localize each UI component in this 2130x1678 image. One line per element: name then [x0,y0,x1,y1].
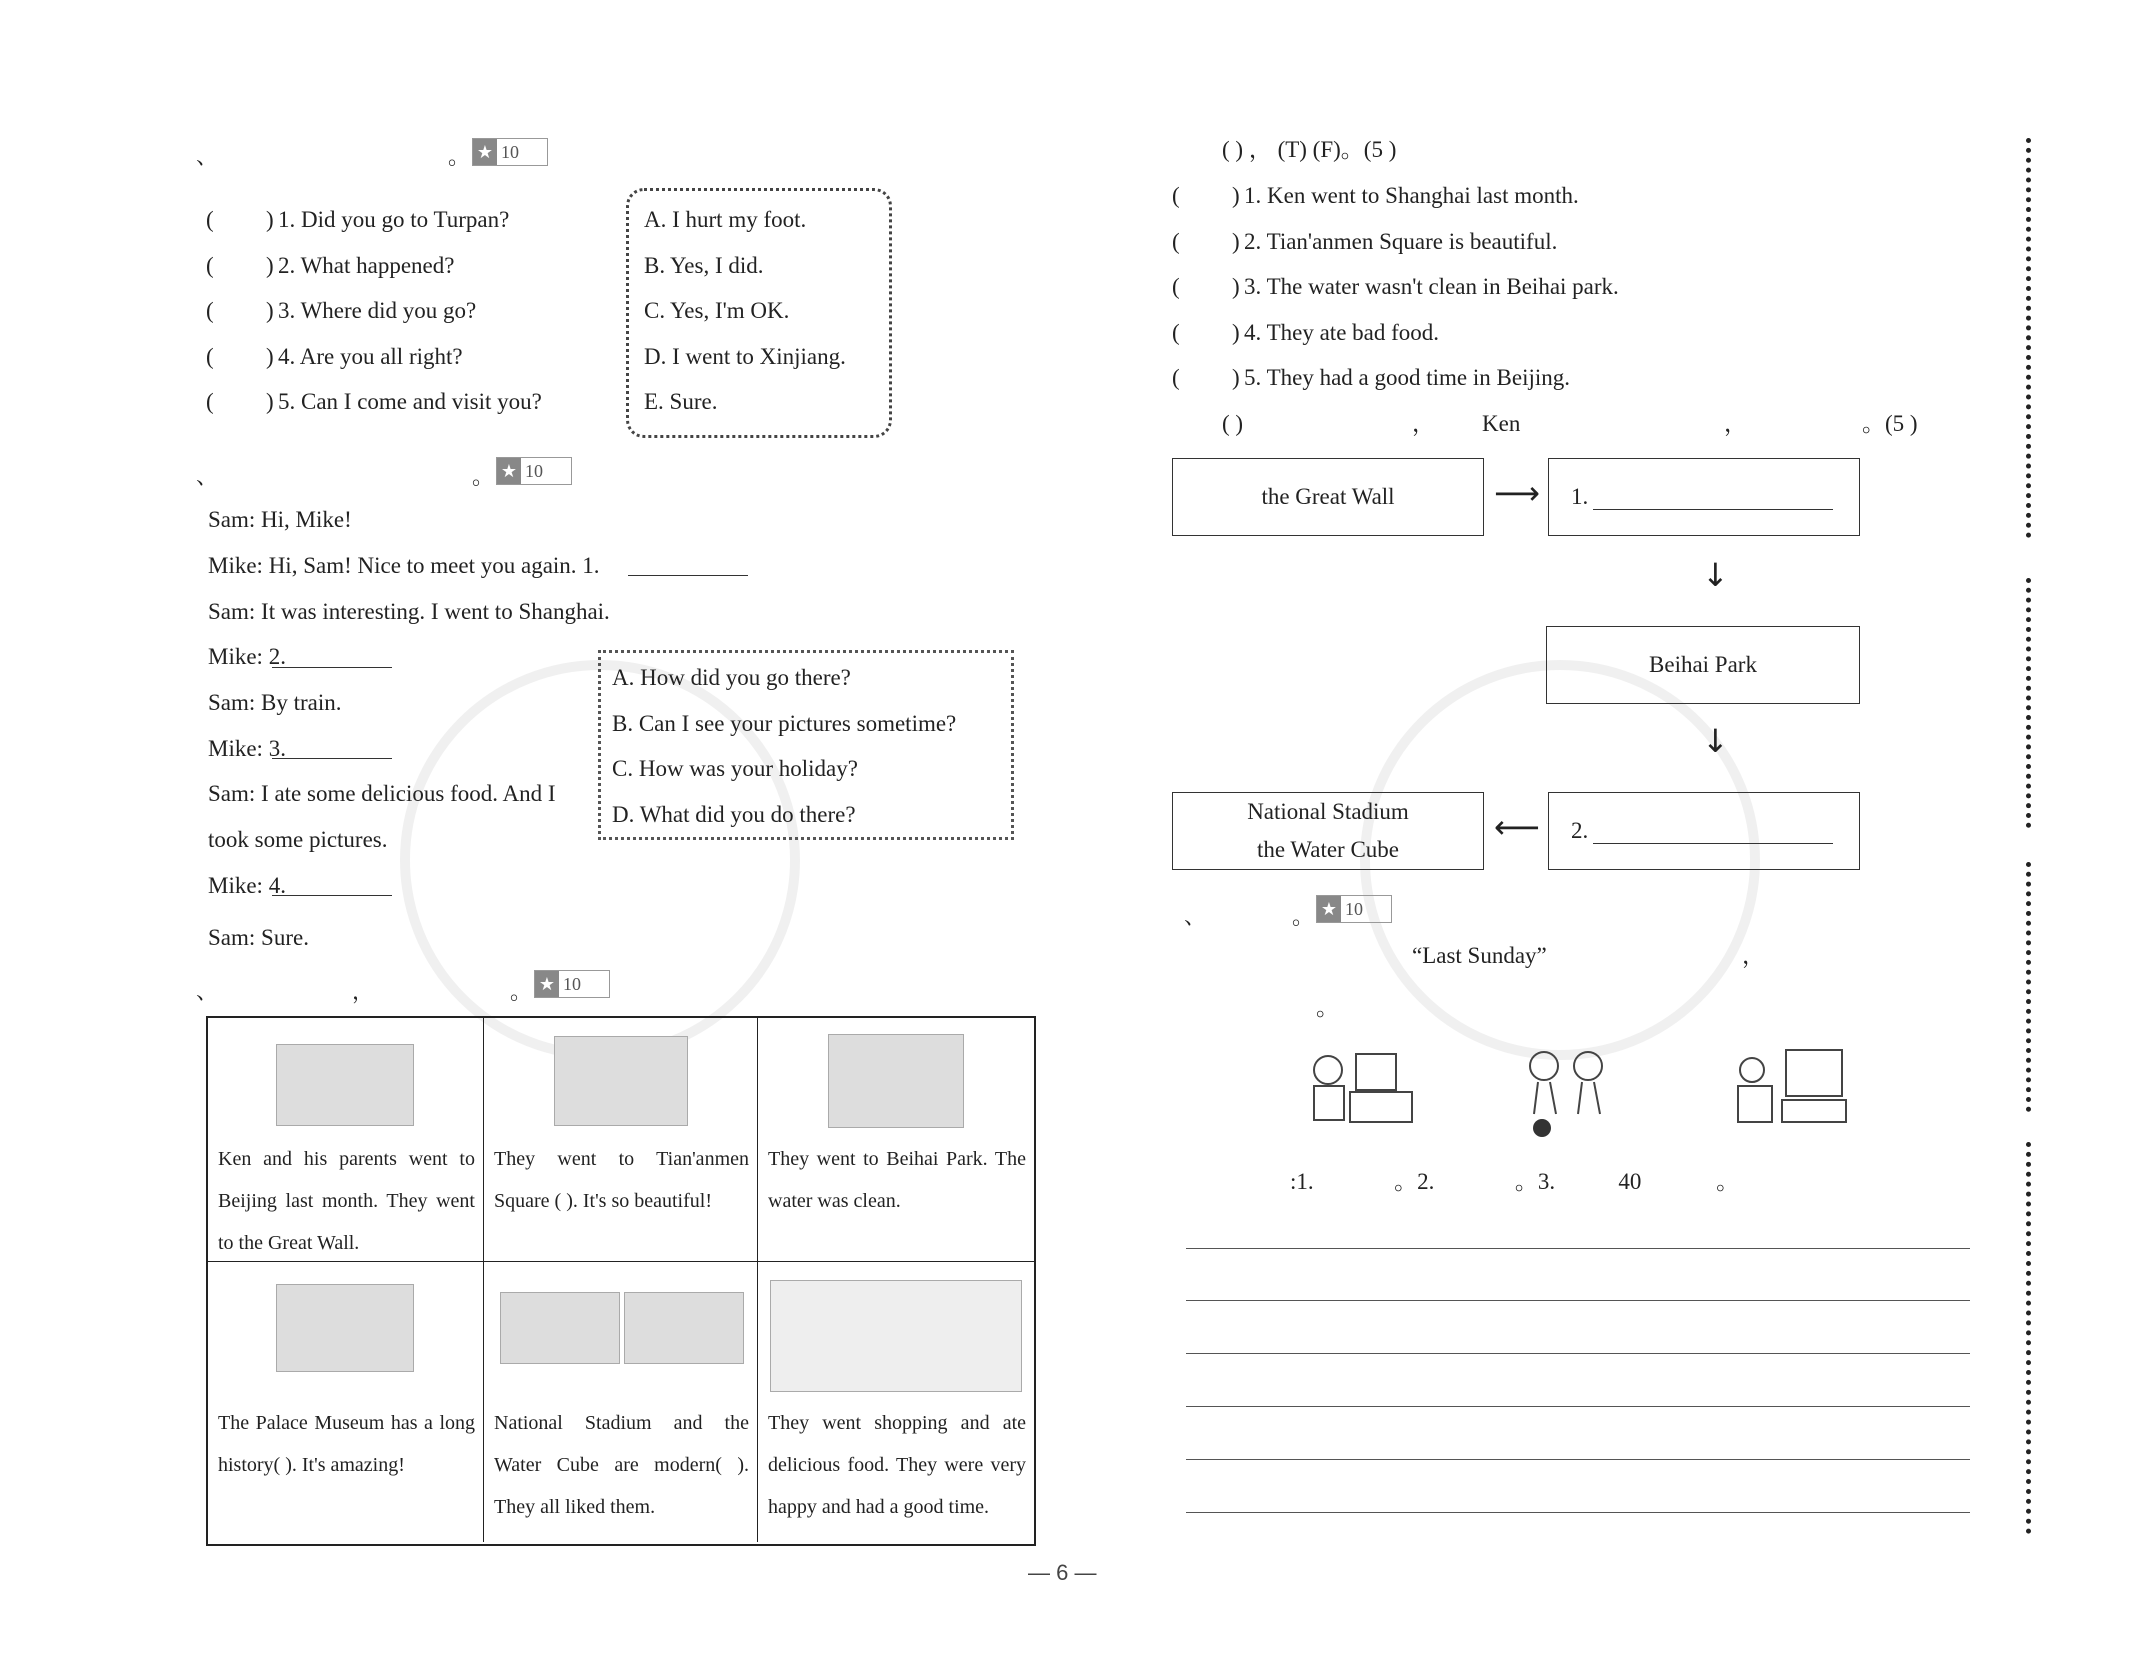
section6-points-badge [1316,895,1392,923]
water-cube-image [624,1292,744,1364]
question-text: 4. Are you all right? [278,343,463,369]
grid-cell-6 [758,1262,1034,1542]
tf-paren-close: ) [1232,365,1240,390]
section6-marker: 、 [1184,904,1207,929]
question-text: ) [266,389,274,414]
writing-line-5[interactable] [1186,1459,1970,1460]
tf-paren-close: ) [1232,319,1240,345]
page-number-wrap [1028,1560,1097,1586]
writing-line-2[interactable] [1186,1300,1970,1301]
star-icon: ★ [1317,896,1341,922]
question-text: 1. Did you go to Turpan? [278,207,510,232]
writing-line-1[interactable] [1186,1248,1970,1249]
food-plates-image [770,1280,1022,1392]
binding-dots-4 [2026,1142,2035,1534]
statement-text: 2. Tian'anmen Square is beautiful. [1244,228,1558,254]
section5-header-tail: 。(5 ) [1862,411,1918,436]
section1-points-badge [472,138,548,166]
flow-box-stadium-line2: the Water Cube [1256,837,1400,862]
option-item: C. How was your holiday? [612,756,858,781]
national-stadium-image [500,1292,620,1364]
option-item: A. I hurt my foot. [644,207,807,232]
option-item: C. Yes, I'm OK. [644,298,790,323]
section6-topic-comma: ， [1742,943,1765,968]
arrow-left-icon: ⟵ [1494,808,1540,846]
dialogue-line: Sam: Sure. [208,925,309,950]
star-icon: ★ [497,458,521,484]
answer-paren-open[interactable]: ( [206,343,214,369]
answer-paren-open[interactable]: ( [206,298,214,323]
dialogue-line: Sam: It was interesting. I went to Shanghai. [208,599,610,624]
section2-dot: 。 [472,464,495,489]
dialogue-line: Sam: I ate some delicious food. And I [208,781,556,806]
question-text: 3. Where did you go? [278,298,477,323]
section5-header-comma1: ， [1412,411,1435,436]
section6-points: 10 [1345,899,1363,919]
section5-header-comma2: ， [1724,411,1747,436]
tf-paren-close: ) [1232,183,1240,208]
dash-right: — [1068,1560,1097,1585]
grid-cell-1-text: Ken and his parents went to Beijing last month. They went to the Great Wall. [218,1148,475,1254]
section6-dot: 。 [1292,904,1315,929]
question-text: ) [266,343,274,369]
reading-grid [206,1016,1036,1546]
statement-text: 1. Ken went to Shanghai last month. [1244,183,1579,208]
question-text: ) [266,298,274,323]
section5-header-paren: ( ) [1222,411,1244,436]
tf-paren-open[interactable]: ( [1172,319,1180,345]
great-wall-image [276,1044,414,1126]
writing-line-3[interactable] [1186,1353,1970,1354]
dialogue-line: Mike: Hi, Sam! Nice to meet you again. 1. [208,553,600,578]
binding-dots-1 [2026,138,2035,538]
dialogue-line: Mike: 2. [208,644,286,669]
section5-header-name: Ken [1482,411,1521,436]
section6-line2-dot: 。 [1316,995,1339,1020]
grid-cell-2 [484,1018,758,1262]
section3-marker: 、 [196,979,219,1004]
flow-box-great-wall: the Great Wall [1172,458,1484,536]
section1-dot: 。 [448,144,471,169]
grid-cell-6-text: They went shopping and ate delicious food. They were very happy and had a good time. [768,1412,1026,1518]
section2-marker: 、 [196,464,219,489]
star-icon: ★ [473,139,497,165]
star-icon: ★ [535,971,559,997]
kid-doing-homework-icon [1300,1044,1420,1139]
page-number: 6 [1056,1560,1069,1585]
question-text: 2. What happened? [278,252,455,278]
dialogue-line: took some pictures. [208,827,388,852]
blank-3[interactable] [272,758,392,759]
kid-watching-tv-icon [1730,1044,1850,1139]
tf-paren-close: ) [1232,228,1240,254]
flow-box-beihai-park: Beihai Park [1546,626,1860,704]
arrow-right-icon: ⟶ [1494,474,1540,512]
tf-paren-open[interactable]: ( [1172,274,1180,299]
flow-blank-2-line[interactable] [1593,843,1833,844]
section4-header: ( ) ， (T) (F)。(5 ) [1222,137,1397,162]
grid-cell-4-text: The Palace Museum has a long history( ). It's amazing! [218,1412,475,1476]
writing-line-4[interactable] [1186,1406,1970,1407]
section3-points: 10 [563,974,581,994]
arrow-down-icon: ↓ [1702,556,1729,594]
flow-box-blank-1 [1548,458,1860,536]
beihai-park-image [828,1034,964,1128]
tf-paren-open[interactable]: ( [1172,183,1180,208]
grid-cell-2-text: They went to Tian'anmen Square ( ). It's so beautiful! [494,1148,749,1212]
answer-paren-open[interactable]: ( [206,389,214,414]
answer-paren-open[interactable]: ( [206,252,214,278]
section1-marker: 、 [196,144,219,169]
flow-box-blank-2 [1548,792,1860,870]
grid-cell-1 [208,1018,484,1262]
statement-text: 3. The water wasn't clean in Beihai park. [1244,274,1619,299]
tf-paren-open[interactable]: ( [1172,365,1180,390]
tf-paren-open[interactable]: ( [1172,228,1180,254]
option-item: D. I went to Xinjiang. [644,343,846,369]
section1-points: 10 [501,142,519,162]
section2-points: 10 [525,461,543,481]
grid-cell-3 [758,1018,1034,1262]
dialogue-line: Sam: Hi, Mike! [208,507,352,532]
section6-hints: :1. 。2. 。3. 40 。 [1290,1169,1740,1194]
section2-points-badge [496,457,572,485]
flow-blank-1-line[interactable] [1593,509,1833,510]
grid-cell-3-text: They went to Beihai Park. The water was clean. [768,1148,1026,1212]
grid-cell-5 [484,1262,758,1542]
dialogue-line: Mike: 4. [208,873,286,898]
statement-text: 5. They had a good time in Beijing. [1244,365,1570,390]
palace-museum-image [276,1284,414,1372]
option-item: B. Can I see your pictures sometime? [612,710,957,736]
flow-blank-1-label: 1. [1571,484,1589,509]
writing-line-6[interactable] [1186,1512,1970,1513]
section3-comma: ， [352,979,375,1004]
option-item: E. Sure. [644,389,718,414]
blank-1[interactable] [628,575,748,576]
binding-dots-2 [2026,578,2035,828]
kids-playing-football-icon [1508,1044,1628,1139]
flow-box-stadium-line1: National Stadium [1247,799,1409,824]
section3-points-badge [534,970,610,998]
question-text: ) [266,207,274,232]
arrow-down-icon: ↓ [1702,722,1729,760]
flow-box-stadium [1172,792,1484,870]
blank-2[interactable] [272,667,392,668]
section3-dot: 。 [510,979,533,1004]
answer-paren-open[interactable]: ( [206,207,214,232]
dialogue-line: Sam: By train. [208,690,342,715]
question-text: 5. Can I come and visit you? [278,389,542,414]
dash-left: — [1028,1560,1057,1585]
grid-cell-4 [208,1262,484,1542]
option-item: B. Yes, I did. [644,252,764,278]
binding-dots-3 [2026,862,2035,1112]
option-item: A. How did you go there? [612,665,851,690]
flow-blank-2-label: 2. [1571,818,1589,843]
statement-text: 4. They ate bad food. [1244,319,1440,345]
section6-topic: “Last Sunday” [1412,943,1547,968]
option-item: D. What did you do there? [612,801,856,827]
question-text: ) [266,252,274,278]
blank-4[interactable] [272,895,392,896]
dialogue-line: Mike: 3. [208,736,286,761]
grid-cell-5-text: National Stadium and the Water Cube are modern( ). They all liked them. [494,1412,749,1518]
tf-paren-close: ) [1232,274,1240,299]
tiananmen-image [554,1036,688,1126]
